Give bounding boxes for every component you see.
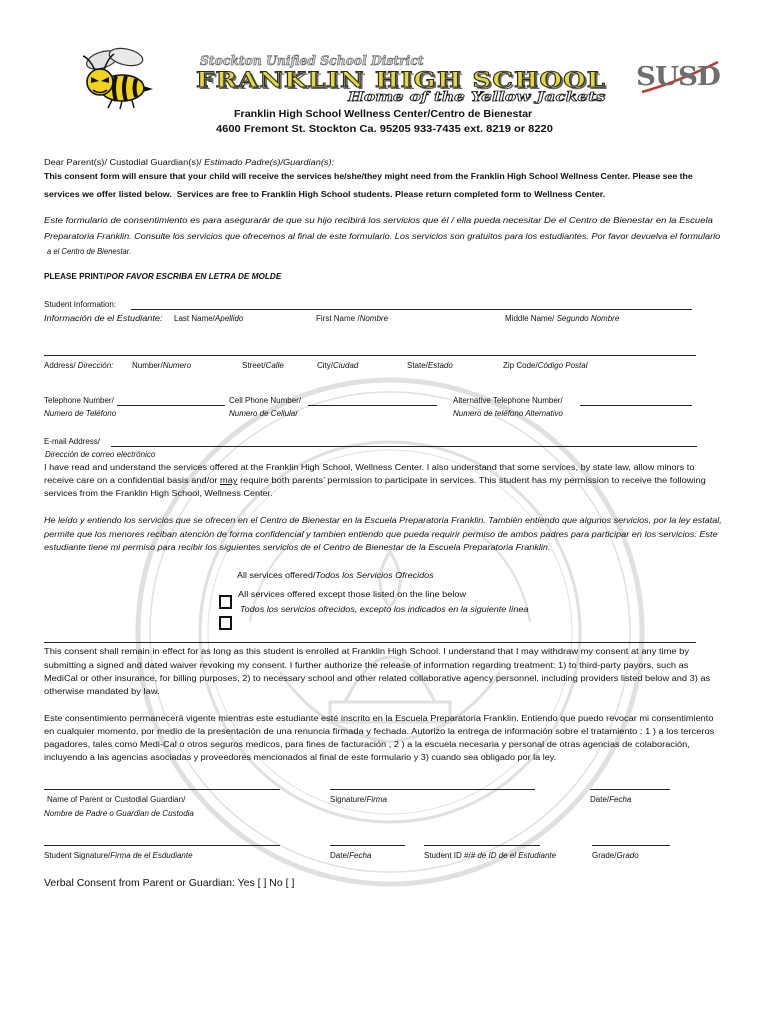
consent-es-line: estudiante tiene mi permiso para recibir los siguientes servicios de el Centro de Bienestar de la Escuela Preparatoria Franklin. (44, 543, 551, 552)
address-number-es: Numero (162, 361, 192, 370)
parent-signature-en: Signature/ (330, 795, 367, 804)
address-zip-label (503, 361, 588, 371)
last-name-en: Last Name/ (174, 314, 215, 323)
last-name-es: Apellido (214, 314, 244, 323)
terms-en-line: This consent shall remain in effect for as long as this student is enrolled at Franklin High School. I understand that I may withdraw my consent at any time by (44, 647, 690, 656)
address-street-label (242, 361, 284, 371)
terms-es-line: Este consentimiento permanecerá vigente mientras este estudiante esté inscrito en la Escuela Preparatoria Franklin. Entiendo que puedo revocar mi consentimiento (44, 714, 714, 723)
verbal-consent-line: Verbal Consent from Parent or Guardian: Yes [ ] No [ ] (44, 877, 295, 889)
parent-date-es: Fecha (609, 795, 632, 804)
terms-es-line: pagadores, tales como Medi-Cal o otros seguros medicos, para fines de facturación , 2 ) a la escuela necesaria y personal de otras agencias de colaboración, (44, 740, 690, 749)
consent-en-line: services from the Franklin High School, Wellness Center. (44, 489, 273, 498)
susd-logo (634, 58, 722, 98)
email-label-es: Dirección de correo electrónico (45, 450, 156, 459)
parent-signature-es: Firma (366, 795, 387, 804)
school-seal-watermark (130, 372, 650, 892)
terms-es-line: en cualquier momento, por medio de la presentación de una renuncia firmada y fechada. Autorizo la entrega de información sobre el tratamiento : 1 ) a los terceros (44, 727, 715, 736)
student-information-label-es: Información de el Estudiante: (44, 314, 163, 323)
print-notice-es: POR FAVOR ESCRIBA EN LETRA DE MOLDE (106, 272, 282, 281)
alternative-phone-label-es: Numero de teléfono Alternativo (453, 409, 563, 418)
address-label (44, 361, 113, 371)
consent-en-text: receive care on a confidential basis and/or (44, 476, 221, 485)
intro-en-line: services we offer listed below. Services are free to Franklin High School students. Please return completed form to Wellness Center. (44, 190, 606, 199)
middle-name-es: Segundo Nombre (556, 314, 620, 323)
parent-signature-label (330, 795, 387, 805)
print-notice (44, 272, 281, 282)
excluded-services-field[interactable] (44, 642, 696, 643)
email-label: E-mail Address/ (44, 437, 103, 446)
all-services-es: Todos los Servicios Ofrecidos (315, 570, 434, 580)
alternative-phone-field[interactable] (580, 405, 692, 406)
all-services-label (237, 570, 434, 580)
cell-phone-field[interactable] (308, 405, 437, 406)
last-name-label (174, 314, 243, 324)
address-street-en: Street/ (242, 361, 266, 370)
first-name-label (316, 314, 388, 324)
address-city-label (317, 361, 358, 371)
telephone-label-es: Numero de Teléfono (44, 409, 117, 418)
student-date-label (330, 851, 371, 861)
address-field[interactable] (44, 355, 696, 356)
telephone-field[interactable] (117, 405, 225, 406)
address-label-en: Address/ (44, 361, 78, 370)
intro-es-line: a el Centro de Bienestar. (47, 247, 132, 256)
student-date-field[interactable] (330, 845, 405, 846)
cell-phone-label: Cell Phone Number/ (229, 396, 302, 405)
district-name: Stockton Unified School District (200, 54, 424, 69)
consent-en-line: I have read and understand the services offered at the Franklin High School, Wellness Center. I also understand that some services, by state law, allow minors to (44, 463, 695, 472)
student-id-label (424, 851, 556, 861)
middle-name-label (505, 314, 619, 324)
terms-en-line: otherwise mandated by law. (44, 687, 160, 696)
parent-signature-field[interactable] (330, 789, 535, 790)
parent-name-label: Name of Parent or Custodial Guardian/ (47, 795, 186, 804)
school-name: FRANKLIN HIGH SCHOOL (196, 67, 607, 92)
student-date-es: Fecha (349, 851, 372, 860)
student-name-field[interactable] (131, 309, 692, 310)
parent-date-label (590, 795, 631, 805)
consent-es-line: He leído y entiendo los servicios que se ofrecen en el Centro de Bienestar en la Escuela Preparatoria Franklin. También entiendo que algunos servicios, por la ley estatal, (44, 516, 722, 525)
greeting-es: Estimado Padre(s)/Guardian(s): (204, 158, 335, 167)
intro-es-line: Preparatoria Franklin. Consulte los servicios que ofrecemos al final de este formulario. Los servicios son gratuitos para los estudiantes. Por favor devuelva el formulario (44, 232, 721, 241)
susd-logo-text: SUSD (636, 62, 720, 92)
address-state-en: State/ (407, 361, 428, 370)
student-id-field[interactable] (424, 845, 540, 846)
terms-en-line: submitting a signed and dated waiver revoking my consent. I further authorize the release of information regarding treatment: 1) to third-party payors, such as (44, 661, 689, 670)
address-street-es: Calle (265, 361, 284, 370)
first-name-es: Nombre (359, 314, 389, 323)
telephone-label: Telephone Number/ (44, 396, 114, 405)
student-signature-label (44, 851, 193, 861)
terms-en-line: MediCal or other insurance, for billing purposes, 2) to necessary school and other related collaborative agency personnel, including providers listed below and 3) as (44, 674, 711, 683)
school-motto: Home of the Yellow Jackets (348, 90, 606, 105)
parent-name-field[interactable] (44, 789, 280, 790)
student-signature-es: Firma de el Esdudiante (110, 851, 193, 860)
first-name-en: First Name / (316, 314, 360, 323)
parent-date-field[interactable] (590, 789, 670, 790)
print-notice-en: PLEASE PRINT/ (44, 272, 107, 281)
services-option-2-checkbox[interactable] (219, 616, 232, 630)
parent-name-label-es: Nombre de Padre o Guardian de Custodia (44, 809, 194, 818)
grade-field[interactable] (592, 845, 670, 846)
intro-en-line: This consent form will ensure that your child will receive the services he/she/they might need from the Franklin High School Wellness Center. Please see the (44, 172, 693, 181)
greeting (44, 158, 334, 168)
address-state-es: Estado (427, 361, 453, 370)
address-zip-en: Zip Code/ (503, 361, 538, 370)
address-state-label (407, 361, 453, 371)
wellness-center-title: Franklin High School Wellness Center/Centro de Bienestar (234, 109, 533, 120)
consent-es-line: permite que los menores reciban atención de forma confidencial y tambien entiendo que pueda requirir permiso de ambos padres para participar en los servicios. Este (44, 530, 718, 539)
address-zip-es: Código Postal (537, 361, 588, 370)
address-number-label (132, 361, 191, 371)
all-services-en: All services offered/ (237, 570, 316, 580)
address-city-en: City/ (317, 361, 333, 370)
student-id-en: Student ID #/ (424, 851, 471, 860)
grade-en: Grade/ (592, 851, 617, 860)
intro-es-line: Este formulario de consentimiento es para asegurarár de que su hijo recibirá los servicios que él / ella pueda necesitar De el Centro de Bienestar en la Escuela (44, 216, 713, 225)
email-field[interactable] (111, 446, 697, 447)
student-signature-en: Student Signature/ (44, 851, 111, 860)
student-id-es: # de ID de el Estudiante (470, 851, 557, 860)
grade-label (592, 851, 639, 861)
except-services-label: All services offered except those listed on the line below (238, 590, 467, 599)
student-information-label: Student Information: (44, 300, 119, 309)
address-city-es: Ciudad (333, 361, 359, 370)
terms-es-line: incluyendo a las agencias asociadas y proveedores mencionados al final de este formulario y 3) cuando sea obligado por la ley. (44, 753, 557, 762)
consent-en-line (44, 476, 706, 486)
student-signature-field[interactable] (44, 845, 280, 846)
wellness-center-address: 4600 Fremont St. Stockton Ca. 95205 933-7435 ext. 8219 or 8220 (216, 124, 553, 135)
services-option-1-checkbox[interactable] (219, 595, 232, 609)
address-label-es: Dirección: (77, 361, 114, 370)
cell-phone-label-es: Numero de Cellular (229, 409, 298, 418)
address-number-en: Number/ (132, 361, 163, 370)
greeting-en: Dear Parent(s)/ Custodial Guardian(s)/ (44, 158, 205, 167)
alternative-phone-label: Alternative Telephone Number/ (453, 396, 563, 405)
yellow-jacket-mascot-icon (78, 46, 154, 110)
grade-es: Grado (616, 851, 639, 860)
consent-en-emphasis: may (220, 476, 238, 485)
student-date-en: Date/ (330, 851, 350, 860)
consent-en-text: require both parents’ permission to participate in services. This student has my permission to receive the following (237, 476, 706, 485)
parent-date-en: Date/ (590, 795, 610, 804)
except-services-label-es: Todos los servicios ofrecidos, excepto los indicados en la siguiente línea (240, 605, 529, 614)
middle-name-en: Middle Name/ (505, 314, 557, 323)
